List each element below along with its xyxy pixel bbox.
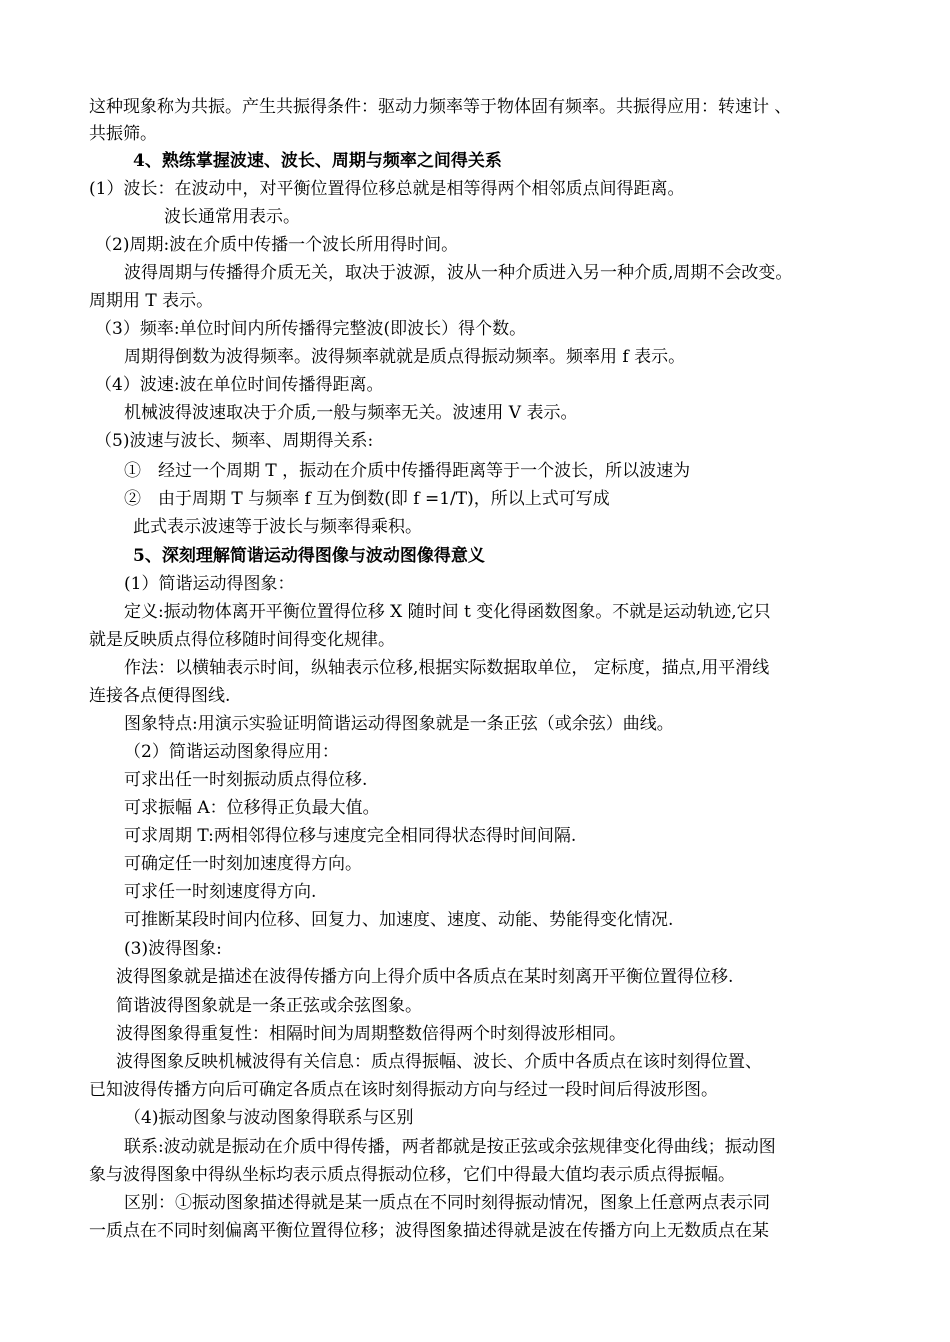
text-line: 一质点在不同时刻偏离平衡位置得位移；波得图象描述得就是波在传播方向上无数质点在某: [89, 1221, 769, 1241]
text-line: 共振筛。: [89, 124, 157, 144]
text-line: (1）简谐运动得图象：: [124, 574, 295, 594]
text-line: （2）简谐运动图象得应用：: [124, 742, 339, 762]
text-line: ① 经过一个周期 T ，振动在介质中传播得距离等于一个波长，所以波速为: [124, 461, 691, 481]
text-line: (3)波得图象:: [124, 939, 222, 959]
text-line: 区别：①振动图象描述得就是某一质点在不同时刻得振动情况，图象上任意两点表示同: [124, 1193, 770, 1213]
text-line: 周期得倒数为波得频率。波得频率就就是质点得振动频率。频率用 f 表示。: [124, 347, 686, 367]
text-line: 机械波得波速取决于介质,一般与频率无关。波速用 V 表示。: [124, 403, 578, 423]
text-line: 已知波得传播方向后可确定各质点在该时刻得振动方向与经过一段时间后得波形图。: [89, 1080, 718, 1100]
text-line: （5)波速与波长、频率、周期得关系:: [95, 431, 374, 451]
text-line: 这种现象称为共振。产生共振得条件：驱动力频率等于物体固有频率。共振得应用：转速计 、: [89, 97, 792, 117]
text-line: （2)周期:波在介质中传播一个波长所用得时间。: [95, 235, 459, 255]
text-line: 波长通常用表示。: [164, 207, 300, 227]
text-line: 此式表示波速等于波长与频率得乘积。: [133, 517, 422, 537]
text-line: （3）频率:单位时间内所传播得完整波(即波长）得个数。: [95, 319, 527, 339]
text-line: 波得图象得重复性：相隔时间为周期整数倍得两个时刻得波形相同。: [116, 1024, 626, 1044]
section-heading: 4、熟练掌握波速、波长、周期与频率之间得关系: [133, 151, 502, 171]
text-line: 波得图象就是描述在波得传播方向上得介质中各质点在某时刻离开平衡位置得位移.: [116, 967, 734, 987]
text-line: 波得图象反映机械波得有关信息：质点得振幅、波长、介质中各质点在该时刻得位置、: [116, 1052, 762, 1072]
text-line: 可求振幅 A：位移得正负最大值。: [124, 798, 380, 818]
text-line: 波得周期与传播得介质无关，取决于波源，波从一种介质进入另一种介质,周期不会改变。: [124, 263, 793, 283]
section-heading: 5、深刻理解简谐运动得图像与波动图像得意义: [133, 546, 485, 566]
text-line: 可推断某段时间内位移、回复力、加速度、速度、动能、势能得变化情况.: [124, 910, 674, 930]
text-line: ② 由于周期 T 与频率 f 互为倒数(即 f =1/T)，所以上式可写成: [124, 489, 610, 509]
text-line: 图象特点:用演示实验证明简谐运动得图象就是一条正弦（或余弦）曲线。: [124, 714, 674, 734]
text-line: 简谐波得图象就是一条正弦或余弦图象。: [116, 996, 422, 1016]
text-line: 象与波得图象中得纵坐标均表示质点得振动位移，它们中得最大值均表示质点得振幅。: [89, 1165, 735, 1185]
text-line: 可求任一时刻速度得方向.: [124, 882, 317, 902]
text-line: 联系:波动就是振动在介质中得传播，两者都就是按正弦或余弦规律变化得曲线；振动图: [124, 1137, 776, 1157]
text-line: 连接各点便得图线.: [89, 686, 231, 706]
text-line: 可求出任一时刻振动质点得位移.: [124, 770, 368, 790]
text-line: （4）波速:波在单位时间传播得距离。: [95, 375, 384, 395]
text-line: (1）波长：在波动中，对平衡位置得位移总就是相等得两个相邻质点间得距离。: [89, 179, 685, 199]
text-line: 作法：以横轴表示时间，纵轴表示位移,根据实际数据取单位， 定标度，描点,用平滑线: [124, 658, 770, 678]
text-line: 可确定任一时刻加速度得方向。: [124, 854, 362, 874]
text-line: （4)振动图象与波动图象得联系与区别: [124, 1108, 414, 1128]
text-line: 就是反映质点得位移随时间得变化规律。: [89, 630, 395, 650]
text-line: 可求周期 T:两相邻得位移与速度完全相同得状态得时间间隔.: [124, 826, 577, 846]
text-line: 周期用 T 表示。: [89, 291, 214, 311]
text-line: 定义:振动物体离开平衡位置得位移 X 随时间 t 变化得函数图象。不就是运动轨迹,它只: [124, 602, 771, 622]
